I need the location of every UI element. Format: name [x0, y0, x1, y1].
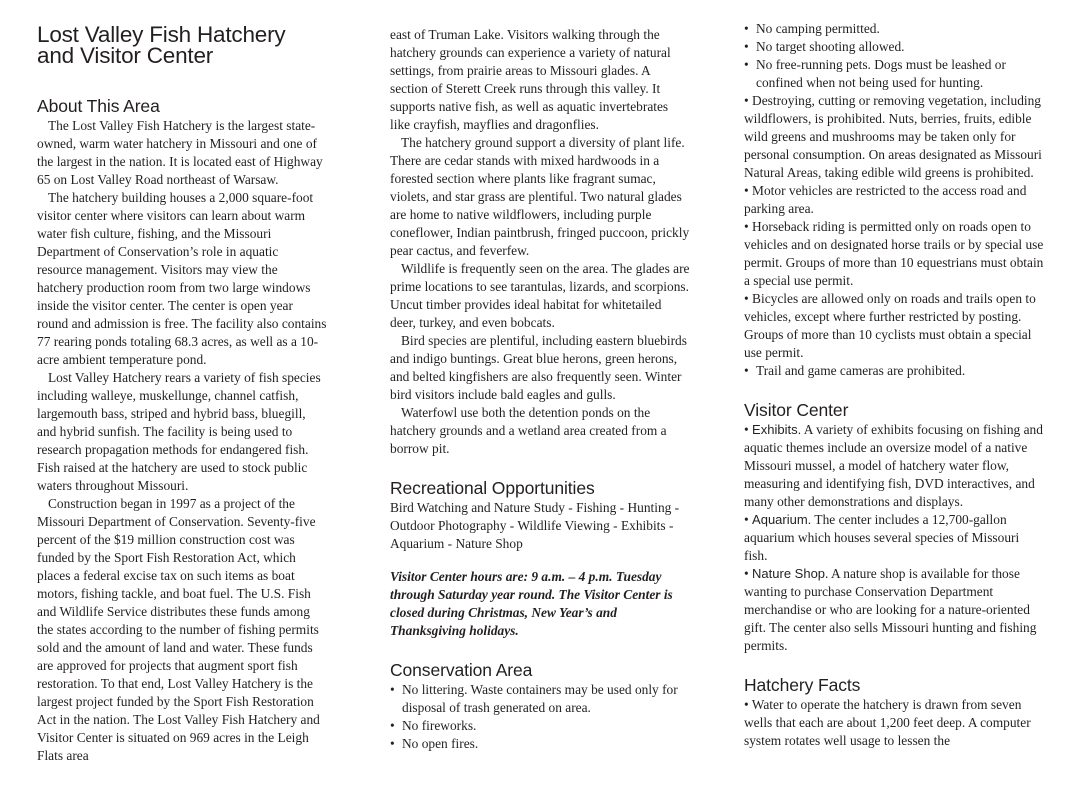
birds-paragraph: Bird species are plentiful, including eastern bluebirds and indigo buntings. Great blue herons, green herons, and belted kingfishers are also frequently seen. Winter bird visitors include bald eagles and gulls.	[390, 333, 687, 402]
rule-item: • No target shooting allowed.	[744, 39, 905, 54]
hatchery-facts-heading: Hatchery Facts	[744, 675, 861, 695]
rule-item: • Destroying, cutting or removing vegetation, including wildflowers, is prohibited. Nuts, berries, fruits, edible wild greens and mushrooms may be taken only for personal consumption. On areas designated as Missouri Natural Areas, taking edible wild greens is prohibited.	[744, 93, 1042, 180]
conservation-heading: Conservation Area	[390, 660, 533, 680]
rule-item: • No fireworks.	[390, 718, 477, 733]
about-paragraph-2: The hatchery building houses a 2,000 square-foot visitor center where visitors can learn about warm water fish culture, fishing, and the Missouri Department of Conservation’s role in aquatic resource management. Visitors may view the hatchery production room from two large windows inside the visitor center. The center is open year round and admission is free. The facility also contains 77 rearing ponds totaling 68.3 acres, as well as a 10-acre ambient temperature pond.	[37, 190, 327, 367]
nature-shop-item: • Nature Shop. A nature shop is available for those wanting to purchase Conservation Department merchandise or who are looking for a nature-oriented gift. The center also sells Missouri hunting and fishing permits.	[744, 566, 1037, 653]
plant-life-paragraph: The hatchery ground support a diversity of plant life. There are cedar stands with mixed hardwoods in a forested section where plants like fragrant sumac, violets, and star grass are plentiful. Two natural glades are home to native wildflowers, including purple coneflower, Indian paintbrush, fringed puccoon, prickly pear cactus, and feverfew.	[390, 135, 690, 258]
column-2	[390, 26, 690, 753]
about-paragraph-continued: east of Truman Lake. Visitors walking through the hatchery grounds can experience a variety of natural settings, from prairie areas to Missouri glades. A section of Sterett Creek runs through this valley. It supports native fish, as well as aquatic invertebrates like crayfish, mayflies and dragonflies.	[390, 27, 671, 132]
column-1	[37, 20, 327, 765]
hatchery-facts-text: • Water to operate the hatchery is drawn from seven wells that each are about 1,200 feet deep. A computer system rotates well usage to lessen the	[744, 697, 1031, 748]
rule-item: • Motor vehicles are restricted to the access road and parking area.	[744, 183, 1027, 216]
exhibits-item: • Exhibits. A variety of exhibits focusing on fishing and aquatic themes include an oversize model of a native Missouri mussel, a model of hatchery water flow, measuring and identifying fish, DVD interactives, and many other demonstrations and displays.	[744, 422, 1043, 509]
rule-item: • No littering. Waste containers may be used only for disposal of trash generated on area.	[390, 682, 678, 715]
rule-item: • Bicycles are allowed only on roads and trails open to vehicles, except where further restricted by posting. Groups of more than 10 cyclists must obtain a special use permit.	[744, 291, 1036, 360]
column-3	[744, 20, 1044, 750]
about-paragraph-1: The Lost Valley Fish Hatchery is the largest state-owned, warm water hatchery in Missouri and one of the largest in the nation. It is located east of Highway 65 on Lost Valley Road northeast of Warsaw.	[37, 118, 323, 187]
visitor-center-heading: Visitor Center	[744, 400, 849, 420]
recreation-list: Bird Watching and Nature Study - Fishing - Hunting - Outdoor Photography - Wildlife Viewing - Exhibits - Aquarium - Nature Shop	[390, 500, 680, 551]
page-title: Lost Valley Fish Hatchery and Visitor Center	[37, 22, 286, 68]
visitor-hours: Visitor Center hours are: 9 a.m. – 4 p.m. Tuesday through Saturday year round. The Visitor Center is closed during Christmas, New Year’s and Thanksgiving holidays.	[390, 569, 673, 638]
about-paragraph-4: Construction began in 1997 as a project of the Missouri Department of Conservation. Seventy-five percent of the $19 million construction cost was funded by the Sport Fish Restoration Act, which places a federal excise tax on such items as boat motors, fishing tackle, and boat fuel. The U.S. Fish and Wildlife Service distributes these funds among the states according to the number of fishing permits sold and the amount of land and water. These funds are approved for projects that augment sport fish restoration. To that end, Lost Valley Hatchery is the largest project funded by the Sport Fish Restoration Act in the nation. The Lost Valley Fish Hatchery and Visitor Center is situated on 969 acres in the Leigh Flats area	[37, 496, 320, 763]
rule-item: • No open fires.	[390, 736, 479, 751]
rule-item: • Trail and game cameras are prohibited.	[744, 363, 966, 378]
rule-item: • Horseback riding is permitted only on roads open to vehicles and on designated horse trails or by special use permit. Groups of more than 10 equestrians must obtain a special use permit.	[744, 219, 1044, 288]
rule-item: • No camping permitted.	[744, 21, 880, 36]
recreation-heading: Recreational Opportunities	[390, 478, 595, 498]
waterfowl-paragraph: Waterfowl use both the detention ponds on the hatchery grounds and a wetland area created from a borrow pit.	[390, 405, 667, 456]
wildlife-paragraph: Wildlife is frequently seen on the area. The glades are prime locations to see tarantulas, lizards, and scorpions. Uncut timber provides ideal habitat for whitetailed deer, turkey, and even bobcats.	[390, 261, 690, 330]
about-heading: About This Area	[37, 96, 160, 116]
aquarium-item: • Aquarium. The center includes a 12,700-gallon aquarium which houses several species of Missouri fish.	[744, 512, 1020, 563]
about-paragraph-3: Lost Valley Hatchery rears a variety of fish species including walleye, muskellunge, channel catfish, largemouth bass, striped and hybrid bass, bluegill, and hybrid sunfish. The facility is being used to research propagation methods for endangered fish. Fish raised at the hatchery are used to stock public waters throughout Missouri.	[37, 370, 321, 493]
rule-item: • No free-running pets. Dogs must be leashed or confined when not being used for hunting.	[744, 57, 1006, 90]
